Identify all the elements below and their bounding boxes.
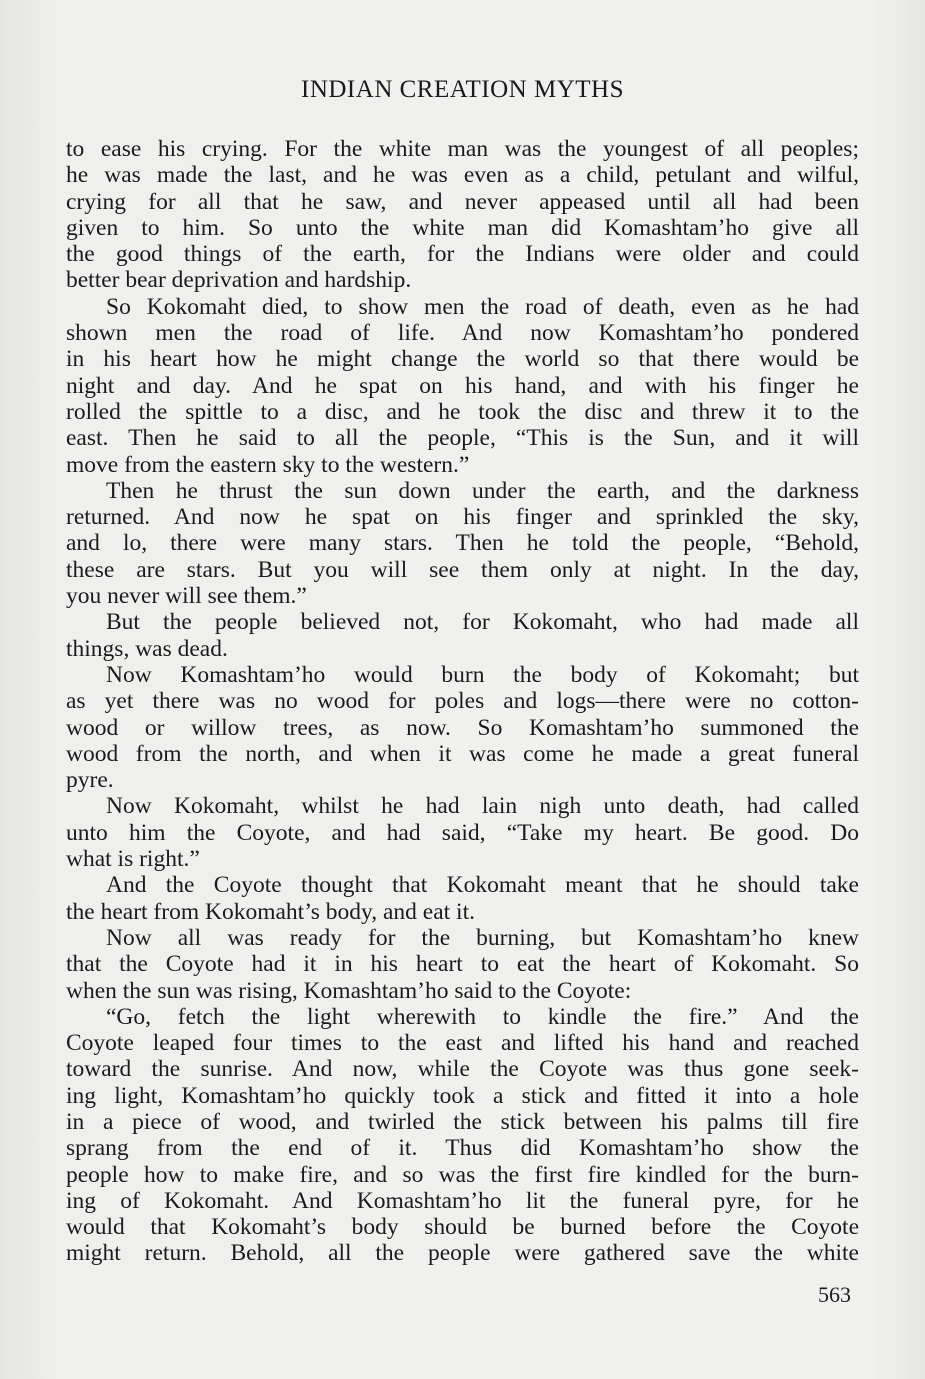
text-line: might return. Behold, all the people were gathered save the white bbox=[66, 1240, 859, 1267]
text-line: ing of Kokomaht. And Komashtam’ho lit the funeral pyre, for he bbox=[66, 1187, 859, 1214]
text-line: unto him the Coyote, and had said, “Take my heart. Be good. Do bbox=[66, 819, 859, 846]
text-line: wood from the north, and when it was come he made a great funeral bbox=[66, 740, 859, 767]
text-line: in his heart how he might change the world so that there would be bbox=[66, 346, 859, 373]
text-line: when the sun was rising, Komashtam’ho said to the Coyote: bbox=[66, 977, 632, 1004]
text-line: given to him. So unto the white man did Komashtam’ho give all bbox=[66, 214, 859, 241]
body-text bbox=[66, 136, 859, 1267]
text-line: in a piece of wood, and twirled the stick between his palms till fire bbox=[66, 1108, 859, 1135]
text-line: Now all was ready for the burning, but Komashtam’ho knew bbox=[106, 924, 859, 951]
text-line: better bear deprivation and hardship. bbox=[66, 267, 412, 294]
text-line: pyre. bbox=[66, 767, 114, 794]
text-line: to ease his crying. For the white man was the youngest of all peoples; bbox=[66, 136, 859, 162]
text-line: and lo, there were many stars. Then he told the people, “Behold, bbox=[66, 530, 859, 557]
page-number: 563 bbox=[818, 1282, 851, 1307]
text-line: as yet there was no wood for poles and logs—there were no cotton- bbox=[66, 688, 859, 715]
text-line: move from the eastern sky to the western.” bbox=[66, 451, 470, 478]
text-line: But the people believed not, for Kokomaht, who had made all bbox=[106, 609, 859, 636]
text-line: wood or willow trees, as now. So Komashtam’ho summoned the bbox=[66, 714, 859, 741]
text-line: Then he thrust the sun down under the earth, and the darkness bbox=[106, 477, 859, 504]
text-line: things, was dead. bbox=[66, 635, 228, 662]
text-line: would that Kokomaht’s body should be burned before the Coyote bbox=[66, 1214, 859, 1241]
text-line: Coyote leaped four times to the east and lifted his hand and reached bbox=[66, 1030, 859, 1057]
text-line: the good things of the earth, for the Indians were older and could bbox=[66, 241, 859, 268]
text-line: sprang from the end of it. Thus did Komashtam’ho show the bbox=[66, 1135, 859, 1162]
text-line: returned. And now he spat on his finger and sprinkled the sky, bbox=[66, 504, 859, 531]
text-line: So Kokomaht died, to show men the road of death, even as he had bbox=[106, 293, 859, 320]
text-line: ing light, Komashtam’ho quickly took a stick and fitted it into a hole bbox=[66, 1082, 859, 1109]
text-line: he was made the last, and he was even as a child, petulant and wilful, bbox=[66, 162, 859, 189]
text-line: Now Komashtam’ho would burn the body of Kokomaht; but bbox=[106, 661, 859, 688]
text-line: the heart from Kokomaht’s body, and eat it. bbox=[66, 898, 475, 925]
text-line: toward the sunrise. And now, while the Coyote was thus gone seek- bbox=[66, 1056, 859, 1083]
text-line: And the Coyote thought that Kokomaht meant that he should take bbox=[106, 872, 859, 899]
text-line: east. Then he said to all the people, “This is the Sun, and it will bbox=[66, 425, 859, 452]
text-line: you never will see them.” bbox=[66, 583, 307, 610]
text-line: night and day. And he spat on his hand, and with his finger he bbox=[66, 372, 859, 399]
text-line: that the Coyote had it in his heart to eat the heart of Kokomaht. So bbox=[66, 951, 859, 978]
text-line: people how to make fire, and so was the first fire kindled for the burn- bbox=[66, 1161, 859, 1188]
text-line: what is right.” bbox=[66, 846, 200, 873]
text-line: crying for all that he saw, and never appeased until all had been bbox=[66, 188, 859, 215]
text-line: rolled the spittle to a disc, and he took the disc and threw it to the bbox=[66, 398, 859, 425]
text-line: shown men the road of life. And now Komashtam’ho pondered bbox=[66, 320, 859, 347]
text-line: Now Kokomaht, whilst he had lain nigh unto death, had called bbox=[106, 793, 859, 820]
text-line: “Go, fetch the light wherewith to kindle the fire.” And the bbox=[106, 1003, 859, 1030]
text-line: these are stars. But you will see them only at night. In the day, bbox=[66, 556, 859, 583]
running-head: INDIAN CREATION MYTHS bbox=[301, 76, 624, 103]
